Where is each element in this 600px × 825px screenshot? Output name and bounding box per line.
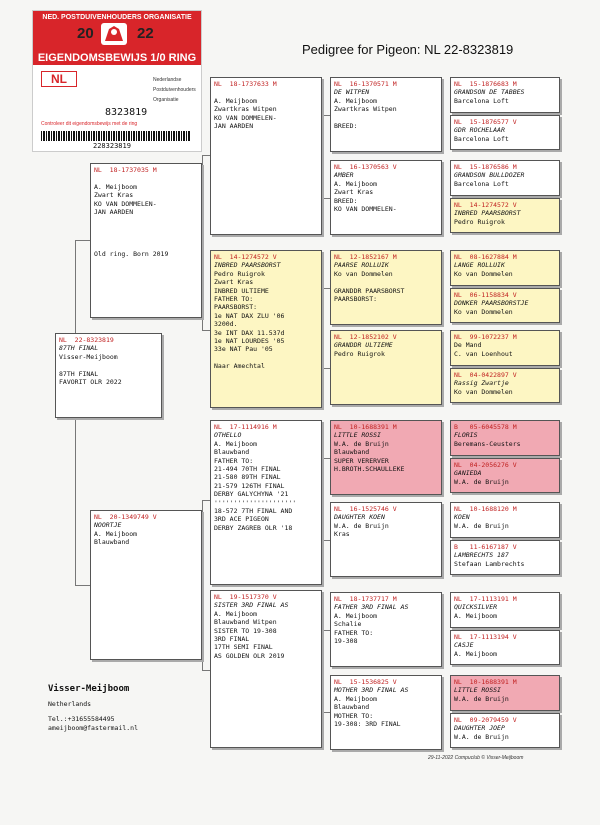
pigeon-detail-line xyxy=(94,216,198,224)
certificate-banner: EIGENDOMSBEWIJS 1/0 RING xyxy=(33,51,201,65)
ring-number-label: NL 20-1349749 V xyxy=(94,513,157,521)
pigeon-detail-line xyxy=(94,233,198,241)
connector-line xyxy=(322,712,330,713)
pigeon-detail-line: 21-494 70TH FINAL xyxy=(214,465,281,474)
pigeon-name: 87TH FINAL xyxy=(59,344,99,353)
pigeon-box-gen4[interactable] xyxy=(450,540,560,575)
pigeon-detail-line: FATHER TO: xyxy=(214,456,254,465)
pigeon-detail-line: Ko van Dommelen xyxy=(334,269,393,278)
ring-number-label: NL 06-1158834 V xyxy=(454,291,517,299)
pigeon-box-gen4[interactable] xyxy=(450,592,560,628)
pigeon-detail-line: Blauwband xyxy=(214,448,250,457)
pigeon-detail-line: Naar Amechtal xyxy=(214,362,265,371)
pigeon-name: DONKER PAARSBORSTJE xyxy=(454,299,529,308)
ring-number-label: NL 10-1688391 M xyxy=(454,678,517,686)
ring-number-label: B 05-6045578 M xyxy=(454,423,517,431)
lion-logo-icon xyxy=(101,23,127,45)
country-code: NL xyxy=(41,71,77,87)
pigeon-detail-line xyxy=(94,242,198,250)
side-label-2: Postduivenhouders xyxy=(153,87,196,93)
pigeon-name: GRANDSON BULLDOZER xyxy=(454,171,525,180)
pigeon-detail-line: 19-308 xyxy=(334,637,358,646)
connector-line xyxy=(322,458,323,540)
pigeon-detail-line xyxy=(214,88,318,96)
pigeon-detail-line: Beremans-Ceusters xyxy=(454,439,521,448)
pigeon-detail-line: Pedro Ruigrok xyxy=(454,217,505,226)
pigeon-detail-line: 33e NAT Pau '05 xyxy=(214,345,273,354)
pigeon-detail-line: SUPER VERERVER xyxy=(334,456,389,465)
ring-number-label: NL 12-1852102 V xyxy=(334,333,397,341)
pigeon-box-gen4[interactable] xyxy=(450,713,560,748)
pigeon-detail-line: Ko van Dommelen xyxy=(454,269,513,278)
pigeon-box-gen4[interactable] xyxy=(450,420,560,456)
pigeon-box-subject[interactable] xyxy=(55,333,162,418)
ownership-certificate-card xyxy=(32,10,202,152)
ring-number-label: NL 19-1517370 V xyxy=(214,593,277,601)
pigeon-box-gen3[interactable] xyxy=(330,675,442,750)
pigeon-name: GANIEDA xyxy=(454,469,482,478)
ring-number-label: NL 22-8323819 xyxy=(59,336,114,344)
pigeon-name: LANGE ROLLUIK xyxy=(454,261,505,270)
pigeon-detail-line: Zwart Kras xyxy=(214,278,254,287)
ring-number-label: NL 15-1876586 M xyxy=(454,163,517,171)
pigeon-detail-line: Ko van Dommelen xyxy=(454,307,513,316)
pigeon-detail-line: W.A. de Bruijn xyxy=(454,521,509,530)
pigeon-detail-line: C. van Loenhout xyxy=(454,349,513,358)
pigeon-detail-line xyxy=(59,361,158,369)
ring-number-label: NL 18-1737633 M xyxy=(214,80,277,88)
ring-number-label: NL 14-1274572 V xyxy=(454,201,517,209)
pigeon-detail-line: H.BROTH.SCHAULLEKE xyxy=(334,465,405,474)
pigeon-detail-line: FATHER TO: xyxy=(334,628,374,637)
pigeon-box-gen4[interactable] xyxy=(450,115,560,150)
pigeon-detail-line: W.A. de Bruijn xyxy=(334,439,389,448)
pigeon-detail-line: Pedro Ruigrok xyxy=(334,349,385,358)
connector-line xyxy=(75,585,90,586)
pigeon-detail-line xyxy=(214,354,318,362)
pigeon-detail-line: KO VAN DOMMELEN- xyxy=(334,205,397,214)
breeder-email[interactable]: ameijboom@fastermail.nl xyxy=(48,724,139,732)
ring-number-label: NL 04-0422897 V xyxy=(454,371,517,379)
ring-number-label: NL 16-1370571 M xyxy=(334,80,397,88)
connector-line xyxy=(322,630,323,712)
pigeon-box-gen2[interactable] xyxy=(210,420,322,585)
pigeon-detail-line: Schalie xyxy=(334,620,362,629)
pigeon-detail-line xyxy=(334,278,438,286)
ring-number-label: NL 17-1113194 V xyxy=(454,633,517,641)
pigeon-detail-line xyxy=(334,114,438,122)
pigeon-detail-line: FAVORIT OLR 2022 xyxy=(59,378,122,387)
pigeon-detail-line: A. Meijboom xyxy=(214,439,258,448)
ring-number-label: NL 15-1536825 V xyxy=(334,678,397,686)
connector-line xyxy=(202,500,203,670)
pigeon-detail-line: INBRED ULTIEME xyxy=(214,286,269,295)
pigeon-detail-line: W.A. de Bruijn xyxy=(454,694,509,703)
pigeon-name: PAARSE ROLLUIK xyxy=(334,261,389,270)
pigeon-detail-line: DERBY GALYCHYNA '21 xyxy=(214,490,289,499)
connector-line xyxy=(202,670,210,671)
ring-number-label: NL 16-1525746 V xyxy=(334,505,397,513)
pigeon-detail-line: Stefaan Lambrechts xyxy=(454,559,525,568)
connector-line xyxy=(322,288,323,368)
pigeon-detail-line: A. Meijboom xyxy=(94,529,138,538)
pigeon-box-gen4[interactable] xyxy=(450,330,560,366)
pigeon-detail-line: Barcelona Loft xyxy=(454,179,509,188)
breeder-country: Netherlands xyxy=(48,700,92,708)
pigeon-detail-line: BREED: xyxy=(334,196,358,205)
ring-number-label: NL 09-2079459 V xyxy=(454,716,517,724)
breeder-info xyxy=(48,684,138,733)
pigeon-detail-line: Old ring. Born 2019 xyxy=(94,250,169,259)
breeder-name: Visser-Meijboom xyxy=(48,684,130,694)
pigeon-detail-line: Zwartkras Witpen xyxy=(214,105,277,114)
pigeon-detail-line: FATHER TO: xyxy=(214,295,254,304)
pigeon-detail-line: JAN AARDEN xyxy=(94,208,134,217)
breeder-phone: Tel.:+31655584495 xyxy=(48,715,115,723)
pigeon-detail-line: ''''''''''''''''''''' xyxy=(214,498,297,507)
pigeon-box-gen4[interactable] xyxy=(450,675,560,711)
pigeon-detail-line: PAARSBORST: xyxy=(334,295,378,304)
ring-number-label: NL 15-1876577 V xyxy=(454,118,517,126)
ring-number-label: NL 17-1113191 M xyxy=(454,595,517,603)
pigeon-box-gen2[interactable] xyxy=(210,77,322,235)
pigeon-detail-line: 3e INT DAX 11.537d xyxy=(214,328,285,337)
connector-line xyxy=(202,155,210,156)
pigeon-detail-line: SISTER TO 19-308 xyxy=(214,626,277,635)
pigeon-detail-line: Blauwband xyxy=(94,538,130,547)
pigeon-detail-line: BREED: xyxy=(334,122,358,131)
pigeon-name: FLORIS xyxy=(454,431,478,440)
certificate-notice: Controleer dit eigendomsbewijs met de ring xyxy=(41,121,138,127)
ring-number-label: NL 04-2056276 V xyxy=(454,461,517,469)
pigeon-box-gen3[interactable] xyxy=(330,592,442,667)
pigeon-detail-line: 19-308: 3RD FINAL xyxy=(334,720,401,729)
pigeon-detail-line: 1e NAT LOURDES '05 xyxy=(214,337,285,346)
pigeon-detail-line: W.A. de Bruijn xyxy=(454,477,509,486)
connector-line xyxy=(322,368,330,369)
pigeon-detail-line: 3RD ACE PIGEON xyxy=(214,515,269,524)
pigeon-box-gen4[interactable] xyxy=(450,630,560,665)
pigeon-detail-line: KO VAN DOMMELEN- xyxy=(214,113,277,122)
pigeon-detail-line: Zwart Kras xyxy=(334,188,374,197)
pigeon-name: GDR ROCHELAAR xyxy=(454,126,505,135)
pigeon-detail-line: Kras xyxy=(334,530,350,539)
pigeon-name: LAMBRECHTS 187 xyxy=(454,551,509,560)
pigeon-name: FATHER 3RD FINAL AS xyxy=(334,603,409,612)
footer-credit: 29-11-2022 Compuclub © Visser-Meijboom xyxy=(428,755,524,761)
pigeon-detail-line: 87TH FINAL xyxy=(59,369,99,378)
ring-number: 8323819 xyxy=(105,107,148,118)
ring-number-label: NL 08-1627884 M xyxy=(454,253,517,261)
pigeon-detail-line: GRANDDR PAARSBORST xyxy=(334,286,405,295)
ring-number-label: NL 17-1114916 M xyxy=(214,423,277,431)
pigeon-box-gen4[interactable] xyxy=(450,160,560,196)
pigeon-detail-line: W.A. de Bruijn xyxy=(334,521,389,530)
pigeon-name: CASJE xyxy=(454,641,474,650)
pigeon-detail-line: KO VAN DOMMELEN- xyxy=(94,199,157,208)
connector-line xyxy=(202,155,203,330)
pigeon-name: DAUGHTER KOEN xyxy=(334,513,385,522)
pigeon-detail-line xyxy=(94,225,198,233)
connector-line xyxy=(322,630,330,631)
year-right: 22 xyxy=(137,25,154,42)
page-title: Pedigree for Pigeon: NL 22-8323819 xyxy=(302,42,514,57)
pigeon-box-gen4[interactable] xyxy=(450,198,560,233)
connector-line xyxy=(202,500,210,501)
pigeon-detail-line: Barcelona Loft xyxy=(454,96,509,105)
pigeon-detail-line xyxy=(94,174,198,182)
pigeon-box-gen4[interactable] xyxy=(450,250,560,286)
ring-number-label: NL 99-1072237 M xyxy=(454,333,517,341)
organisation-name: NED. POSTDUIVENHOUDERS ORGANISATIE xyxy=(42,14,192,21)
ring-number-label: NL 15-1876683 M xyxy=(454,80,517,88)
side-label-1: Nederlandse xyxy=(153,77,182,83)
connector-line xyxy=(322,198,330,199)
pigeon-box-gen4[interactable] xyxy=(450,77,560,113)
pigeon-box-gen3[interactable] xyxy=(330,502,442,577)
year-left: 20 xyxy=(77,25,94,42)
pigeon-detail-line: A. Meijboom xyxy=(454,611,498,620)
connector-line xyxy=(322,115,323,198)
pigeon-detail-line: A. Meijboom xyxy=(334,96,378,105)
pigeon-name: LITTLE ROSSI xyxy=(334,431,381,440)
pigeon-detail-line: Blauwband xyxy=(334,703,370,712)
pigeon-box-gen3[interactable] xyxy=(330,250,442,325)
pigeon-name: NOORTJE xyxy=(94,521,122,530)
pigeon-detail-line: 3200d. xyxy=(214,320,238,329)
connector-line xyxy=(322,288,330,289)
pigeon-detail-line: 1e NAT DAX ZLU '06 xyxy=(214,311,285,320)
connector-line xyxy=(322,540,330,541)
pigeon-name: SISTER 3RD FINAL AS xyxy=(214,601,289,610)
ring-number-label: NL 14-1274572 V xyxy=(214,253,277,261)
pigeon-detail-line: 21-579 126TH FINAL xyxy=(214,481,285,490)
pigeon-name: DE WITPEN xyxy=(334,88,370,97)
pigeon-box-gen4[interactable] xyxy=(450,368,560,403)
barcode-icon xyxy=(41,131,191,141)
ring-number-label: NL 12-1852167 M xyxy=(334,253,397,261)
pigeon-detail-line: DERBY ZAGREB OLR '18 xyxy=(214,523,293,532)
pigeon-detail-line: A. Meijboom xyxy=(214,96,258,105)
pigeon-box-sire[interactable] xyxy=(90,163,202,318)
barcode-text: 228323819 xyxy=(93,142,131,150)
pigeon-box-gen3[interactable] xyxy=(330,330,442,405)
pigeon-detail-line: JAN AARDEN xyxy=(214,122,254,131)
pigeon-detail-line: 18-572 7TH FINAL AND xyxy=(214,507,293,516)
ring-number-label: NL 16-1370563 V xyxy=(334,163,397,171)
pigeon-detail-line: Blauwband Witpen xyxy=(214,618,277,627)
pigeon-name: KOEN xyxy=(454,513,470,522)
pigeon-detail-line: Zwartkras Witpen xyxy=(334,105,397,114)
pigeon-detail-line: De Mand xyxy=(454,341,482,350)
pigeon-box-gen4[interactable] xyxy=(450,502,560,538)
pigeon-detail-line: A. Meijboom xyxy=(334,694,378,703)
pigeon-box-gen3[interactable] xyxy=(330,420,442,495)
pigeon-name: INBRED PAARSBORST xyxy=(454,209,521,218)
pigeon-name: GRANDDR ULTIEME xyxy=(334,341,393,350)
pigeon-name: Rassig Zwartje xyxy=(454,379,509,388)
pigeon-box-gen4[interactable] xyxy=(450,458,560,493)
pigeon-detail-line: AS GOLDEN OLR 2019 xyxy=(214,651,285,660)
pigeon-detail-line: Blauwband xyxy=(334,448,370,457)
pigeon-detail-line: 21-580 89TH FINAL xyxy=(214,473,281,482)
pigeon-detail-line: A. Meijboom xyxy=(454,649,498,658)
pigeon-box-gen2[interactable] xyxy=(210,590,322,748)
pigeon-detail-line: A. Meijboom xyxy=(94,182,138,191)
pigeon-box-gen3[interactable] xyxy=(330,160,442,235)
pigeon-name: QUICKSILVER xyxy=(454,603,498,612)
pigeon-detail-line: PAARSBORST: xyxy=(214,303,258,312)
ring-number-label: NL 18-1737717 M xyxy=(334,595,397,603)
side-label-3: Organisatie xyxy=(153,97,179,103)
ring-number-label: B 11-6167187 V xyxy=(454,543,517,551)
pigeon-detail-line: MOTHER TO: xyxy=(334,711,374,720)
pigeon-detail-line: Visser-Meijboom xyxy=(59,352,118,361)
connector-line xyxy=(75,240,76,333)
pigeon-box-gen3[interactable] xyxy=(330,77,442,152)
connector-line xyxy=(75,240,90,241)
pigeon-name: OTHELLO xyxy=(214,431,242,440)
pigeon-detail-line: 17TH SEMI FINAL xyxy=(214,643,273,652)
pigeon-detail-line: W.A. de Bruijn xyxy=(454,732,509,741)
pigeon-detail-line: 3RD FINAL xyxy=(214,635,250,644)
ring-number-label: NL 10-1688391 M xyxy=(334,423,397,431)
pigeon-name: MOTHER 3RD FINAL AS xyxy=(334,686,409,695)
ring-number-label: NL 18-1737035 M xyxy=(94,166,157,174)
pigeon-detail-line: Ko van Dommelen xyxy=(454,387,513,396)
pigeon-box-dam[interactable] xyxy=(90,510,202,660)
pigeon-box-gen4[interactable] xyxy=(450,288,560,323)
connector-line xyxy=(202,330,210,331)
ring-number-label: NL 10-1688120 M xyxy=(454,505,517,513)
pigeon-name: DAUGHTER JOEP xyxy=(454,724,505,733)
connector-line xyxy=(322,115,330,116)
pigeon-box-gen2[interactable] xyxy=(210,250,322,408)
connector-line xyxy=(322,458,330,459)
pigeon-detail-line: Barcelona Loft xyxy=(454,134,509,143)
pigeon-detail-line: A. Meijboom xyxy=(334,179,378,188)
pigeon-detail-line: Zwart Kras xyxy=(94,191,134,200)
pigeon-detail-line: A. Meijboom xyxy=(214,609,258,618)
pigeon-detail-line: A. Meijboom xyxy=(334,611,378,620)
pigeon-name: INBRED PAARSBORST xyxy=(214,261,281,270)
pigeon-detail-line: Pedro Ruigrok xyxy=(214,269,265,278)
pigeon-name: LITTLE ROSSI xyxy=(454,686,501,695)
connector-line xyxy=(75,418,76,585)
certificate-header xyxy=(33,11,201,51)
pigeon-name: AMBER xyxy=(334,171,354,180)
pigeon-name: GRANDSON DE TABBES xyxy=(454,88,525,97)
